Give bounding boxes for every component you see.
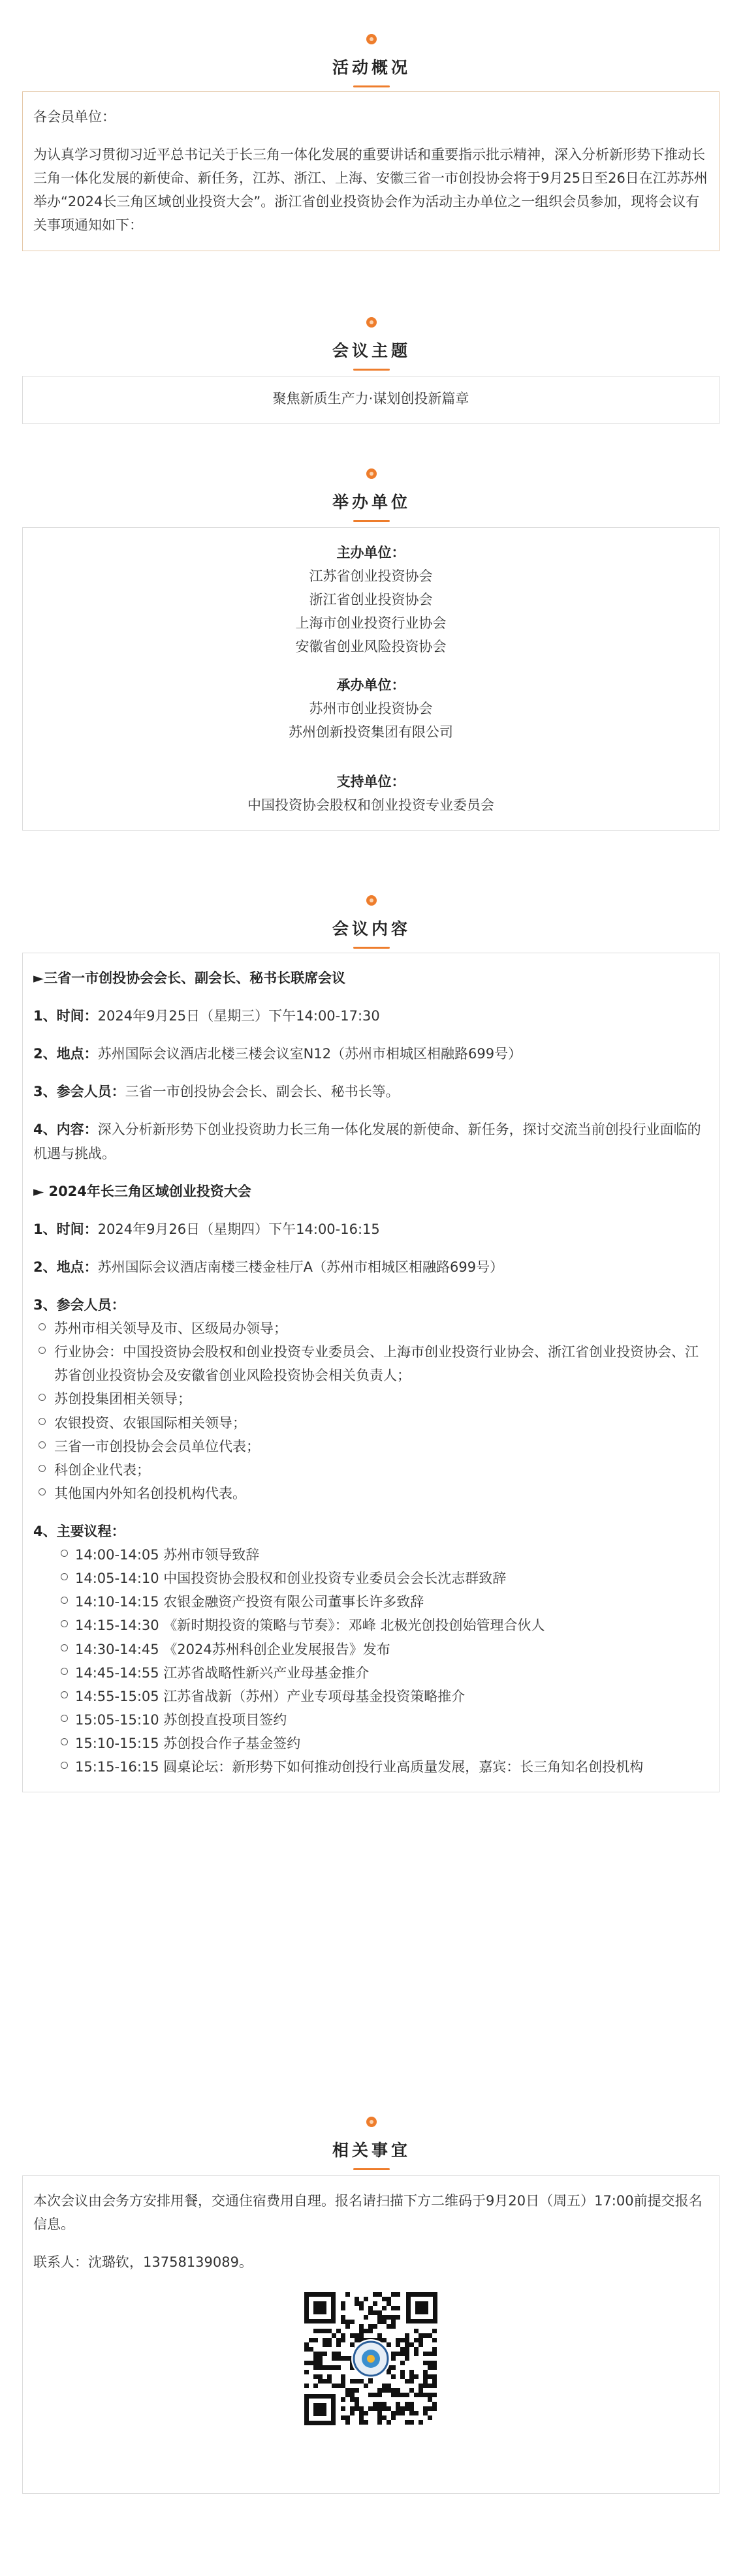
section-title-theme: 会议主题 xyxy=(332,341,411,360)
list-item: 农银投资、农银国际相关领导； xyxy=(37,1411,708,1435)
list-item: 三省一市创投协会会员单位代表； xyxy=(37,1435,708,1458)
orange-dot-icon xyxy=(366,895,377,906)
agenda-item: 15:10-15:15 苏创投合作子基金签约 xyxy=(59,1732,708,1755)
list-item: 苏创投集团相关领导； xyxy=(37,1387,708,1411)
section-title-related: 相关事宜 xyxy=(332,2141,411,2160)
content-card xyxy=(22,953,719,1792)
section-title-organizers: 举办单位 xyxy=(332,493,411,512)
agenda-item: 14:15-14:30 《新时期投资的策略与节奏》：邓峰 北极光创投创始管理合伙人 xyxy=(59,1614,708,1637)
undertaker-org: 苏州创新投资集团有限公司 xyxy=(289,724,453,740)
title-underline xyxy=(353,369,390,371)
section-header-overview xyxy=(0,34,743,87)
meeting2-time: 2024年9月26日（星期四）下午14:00-16:15 xyxy=(97,1221,380,1237)
section-title-content: 会议内容 xyxy=(332,919,411,938)
theme-card xyxy=(22,376,719,424)
section-title-overview: 活动概况 xyxy=(332,58,411,77)
meeting1-time: 2024年9月25日（星期三）下午14:00-17:30 xyxy=(97,1008,380,1024)
title-underline xyxy=(353,85,390,87)
orange-dot-icon xyxy=(366,2117,377,2127)
meeting1-content: 深入分析新形势下创业投资助力长三角一体化发展的新使命、新任务，探讨交流当前创投行业面临的机遇与挑战。 xyxy=(33,1122,701,1161)
list-item: 科创企业代表； xyxy=(37,1458,708,1482)
title-underline xyxy=(353,2168,390,2170)
title-underline xyxy=(353,520,390,522)
meeting1-place-label: 2、地点： xyxy=(33,1046,98,1062)
theme-text: 聚焦新质生产力·谋划创投新篇章 xyxy=(272,391,469,406)
list-item: 其他国内外知名创投机构代表。 xyxy=(37,1482,708,1505)
meeting2-time-label: 1、时间： xyxy=(33,1221,98,1237)
meeting2-attendees-label: 3、参会人员： xyxy=(33,1296,125,1313)
salutation: 各会员单位： xyxy=(33,109,116,125)
overview-card xyxy=(22,91,719,251)
agenda-item: 15:05-15:10 苏创投直投项目签约 xyxy=(59,1708,708,1732)
meeting1-attendees-label: 3、参会人员： xyxy=(33,1084,125,1100)
list-item: 苏州市相关领导及市、区级局办领导； xyxy=(37,1317,708,1340)
meeting2-place: 苏州国际会议酒店南楼三楼金桂厅A（苏州市相城区相融路699号） xyxy=(97,1259,504,1275)
title-underline xyxy=(353,947,390,949)
host-label: 主办单位： xyxy=(336,545,405,560)
related-notice: 本次会议由会务方安排用餐，交通住宿费用自理。报名请扫描下方二维码于9月20日（周五）17:00前提交报名信息。 xyxy=(33,2193,703,2233)
related-card xyxy=(22,2175,719,2494)
undertaker-label: 承办单位： xyxy=(336,677,405,693)
orange-dot-icon xyxy=(366,317,377,328)
agenda-label: 4、主要议程： xyxy=(33,1523,125,1539)
orange-dot-icon xyxy=(366,468,377,479)
support-label: 支持单位： xyxy=(336,773,405,790)
section-header-organizers xyxy=(0,468,743,522)
organizers-card xyxy=(22,527,719,831)
agenda-item: 14:00-14:05 苏州市领导致辞 xyxy=(59,1543,708,1567)
agenda-item: 14:05-14:10 中国投资协会股权和创业投资专业委员会会长沈志群致辞 xyxy=(59,1567,708,1590)
section-header-related xyxy=(0,2117,743,2170)
support-org: 中国投资协会股权和创业投资专业委员会 xyxy=(247,797,494,813)
meeting1-attendees: 三省一市创投协会会长、副会长、秘书长等。 xyxy=(125,1084,400,1100)
meeting1-content-label: 4、内容： xyxy=(33,1122,98,1138)
contact-info: 联系人：沈璐钦，13758139089。 xyxy=(33,2254,253,2271)
agenda-item: 15:15-16:15 圆桌论坛：新形势下如何推动创投行业高质量发展，嘉宾：长三角知名创投机构 xyxy=(59,1755,708,1779)
overview-body: 为认真学习贯彻习近平总书记关于长三角一体化发展的重要讲话和重要指示批示精神，深入分析新形势下推动长三角一体化发展的新使命、新任务，江苏、浙江、上海、安徽三省一市创投协会将于9月25日至26日在江苏苏州举办“2024长三角区域创业投资大会”。浙江省创业投资协会作为活动主办单位之一组织会员参加，现将会议有关事项通知如下： xyxy=(33,147,708,234)
agenda-item: 14:45-14:55 江苏省战略性新兴产业母基金推介 xyxy=(59,1661,708,1685)
meeting1-heading: ►三省一市创投协会会长、副会长、秘书长联席会议 xyxy=(33,970,346,986)
meeting1-place: 苏州国际会议酒店北楼三楼会议室N12（苏州市相城区相融路699号） xyxy=(97,1046,522,1062)
agenda-item: 14:30-14:45 《2024苏州科创企业发展报告》发布 xyxy=(59,1638,708,1661)
host-org: 上海市创业投资行业协会 xyxy=(295,615,447,632)
attendee-list xyxy=(33,1317,708,1505)
host-org: 浙江省创业投资协会 xyxy=(309,592,433,608)
section-header-content xyxy=(0,895,743,949)
meeting2-place-label: 2、地点： xyxy=(33,1259,98,1275)
undertaker-org: 苏州市创业投资协会 xyxy=(309,700,433,716)
meeting1-time-label: 1、时间： xyxy=(33,1008,98,1024)
section-header-theme xyxy=(0,317,743,371)
agenda-item: 14:10-14:15 农银金融资产投资有限公司董事长许多致辞 xyxy=(59,1590,708,1614)
host-org: 江苏省创业投资协会 xyxy=(309,568,433,585)
qr-code-icon[interactable] xyxy=(300,2288,441,2429)
agenda-item: 14:55-15:05 江苏省战新（苏州）产业专项母基金投资策略推介 xyxy=(59,1685,708,1708)
orange-dot-icon xyxy=(366,34,377,44)
meeting2-heading: ► 2024年长三角区域创业投资大会 xyxy=(33,1183,251,1199)
host-org: 安徽省创业风险投资协会 xyxy=(295,639,447,655)
list-item: 行业协会：中国投资协会股权和创业投资专业委员会、上海市创业投资行业协会、浙江省创业投资协会、江苏省创业投资协会及安徽省创业风险投资协会相关负责人； xyxy=(37,1340,708,1387)
agenda-list xyxy=(33,1543,708,1779)
